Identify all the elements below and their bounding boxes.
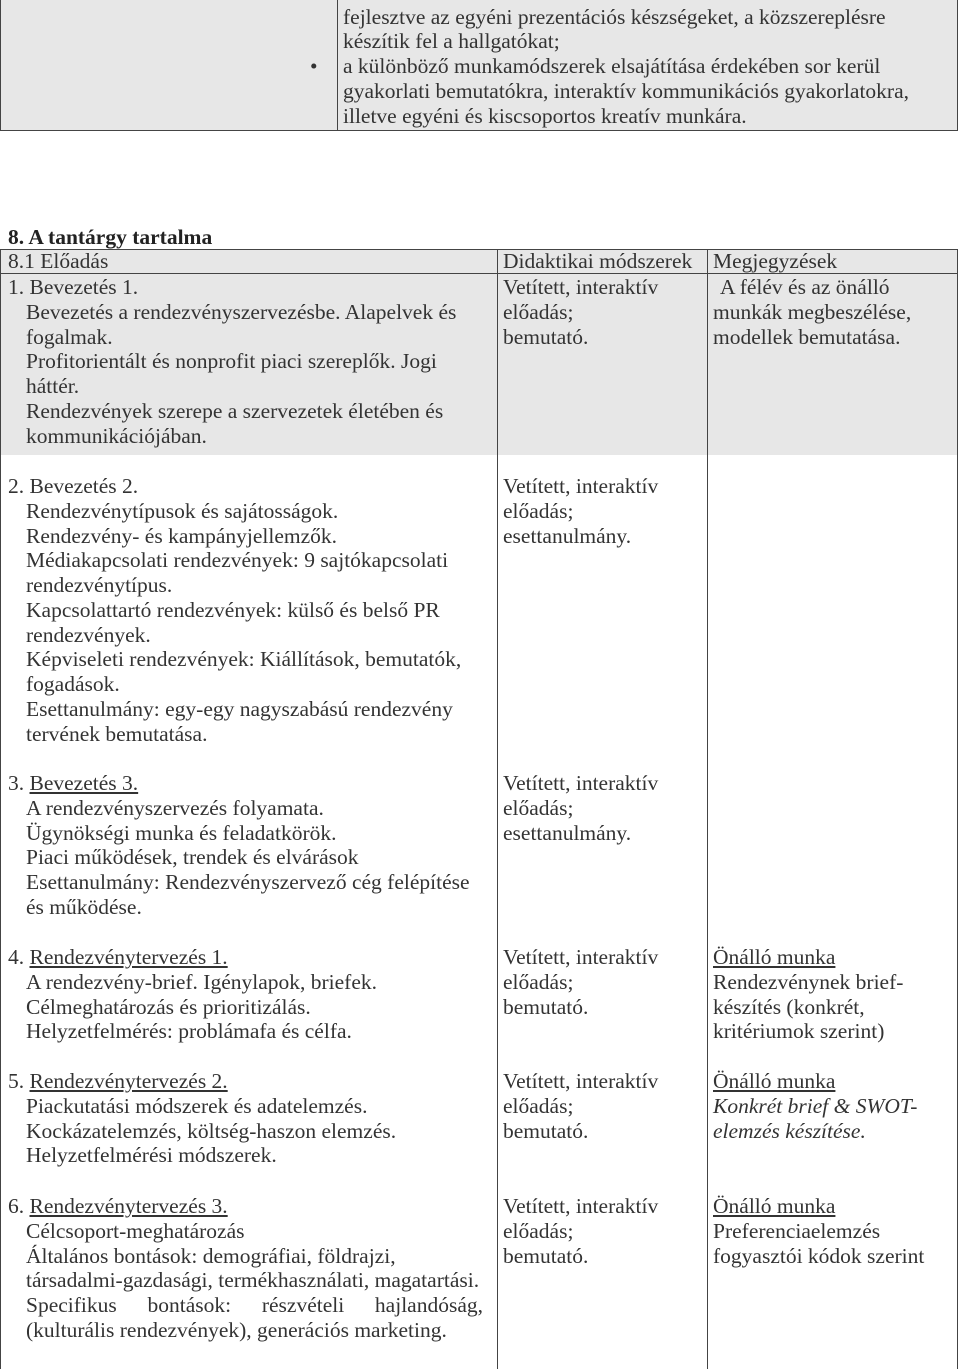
topic-line: Profitorientált és nonprofit piaci szereplők. Jogi	[26, 349, 437, 374]
topic-line: Ügynökségi munka és feladatkörök.	[26, 820, 337, 845]
topic-line: Bevezetés a rendezvényszervezésbe. Alapelvek és	[26, 299, 457, 324]
topic-cell	[8, 1194, 483, 1343]
lecture-table	[0, 249, 958, 1369]
topic-line: Képviseleti rendezvények: Kiállítások, bemutatók,	[26, 647, 462, 672]
note-line: készítés (konkrét,	[713, 994, 865, 1019]
topic-line: Médiakapcsolati rendezvények: 9 sajtókapcsolati	[26, 548, 449, 573]
topic-line: Kockázatelemzés, költség-haszon elemzés.	[26, 1118, 397, 1143]
lecture-title	[8, 771, 470, 796]
method-line: előadás;	[503, 1218, 574, 1243]
topic-line: Piaci működések, trendek és elvárások	[26, 845, 359, 870]
method-line: előadás;	[503, 1093, 574, 1118]
topic-line: (kulturális rendezvények), generációs marketing.	[26, 1317, 447, 1342]
lecture-number: 1.	[8, 275, 25, 299]
lecture-number: 6.	[8, 1194, 25, 1218]
topic-cell	[8, 474, 461, 746]
method-line: előadás;	[503, 299, 574, 324]
notes-cell	[713, 1069, 917, 1143]
objectives-line: fejlesztve az egyéni prezentációs készségeket, a közszereplésre	[343, 4, 886, 29]
topic-line: kommunikációjában.	[26, 423, 207, 448]
lecture-title	[8, 275, 456, 300]
lecture-title-text: Rendezvénytervezés 3.	[29, 1194, 228, 1218]
topic-cell	[8, 1069, 396, 1168]
note-line: modellek bemutatása.	[713, 324, 901, 349]
topic-line: Esettanulmány: Rendezvényszervező cég felépítése	[26, 870, 470, 894]
notes-cell	[713, 945, 903, 1044]
header-methods: Didaktikai módszerek	[503, 249, 693, 273]
notes-cell	[713, 1194, 924, 1268]
topic-line: rendezvénytípus.	[26, 573, 173, 597]
topic-line: Rendezvény- és kampányjellemzők.	[26, 523, 338, 548]
lecture-number: 2.	[8, 474, 25, 498]
note-line: Preferenciaelemzés	[713, 1218, 881, 1243]
independent-work-label: Önálló munka	[713, 945, 836, 969]
topic-line: Helyzetfelmérés: problámafa és célfa.	[26, 1019, 352, 1044]
topic-line: fogadások.	[26, 672, 120, 696]
method-line: bemutató.	[503, 1243, 589, 1268]
methods-cell	[503, 1069, 658, 1143]
topic-line: Piackutatási módszerek és adatelemzés.	[26, 1093, 368, 1118]
topic-line: és működése.	[26, 894, 142, 919]
lecture-title-text: Rendezvénytervezés 2.	[29, 1069, 228, 1093]
independent-work-label: Önálló munka	[713, 1069, 836, 1093]
note-line	[713, 1069, 917, 1094]
notes-cell	[713, 275, 911, 349]
method-line: bemutató.	[503, 324, 589, 349]
header-divider	[1, 273, 957, 274]
header-topic: 8.1 Előadás	[8, 249, 109, 273]
header-notes: Megjegyzések	[713, 249, 838, 273]
topic-line: tervének bemutatása.	[26, 721, 208, 746]
method-line: előadás;	[503, 498, 574, 523]
topic-line: Rendezvénytípusok és sajátosságok.	[26, 498, 339, 523]
topic-line: Specifikus bontások: részvételi hajlandóság,	[26, 1293, 483, 1317]
objectives-text-cell	[343, 5, 909, 129]
topic-line: Kapcsolattartó rendezvények: külső és belső PR	[26, 597, 440, 622]
topic-line: háttér.	[26, 374, 80, 398]
lecture-title	[8, 945, 377, 970]
objectives-label-cell	[1, 0, 338, 130]
note-line: fogyasztói kódok szerint	[713, 1243, 925, 1268]
note-line: elemzés készítése.	[713, 1118, 866, 1143]
lecture-title-text: Bevezetés 1.	[29, 275, 139, 299]
column-divider	[707, 250, 708, 1369]
objectives-line: gyakorlati bemutatókra, interaktív kommunikációs gyakorlatokra,	[343, 78, 910, 103]
lecture-number: 4.	[8, 945, 25, 969]
topic-line: rendezvények.	[26, 622, 151, 647]
topic-line: Célmeghatározás és prioritizálás.	[26, 994, 311, 1019]
topic-cell	[8, 945, 377, 1044]
objectives-line: készítik fel a hallgatókat;	[343, 29, 560, 54]
method-line: bemutató.	[503, 994, 589, 1019]
topic-line: társadalmi-gazdasági, termékhasználati, magatartási.	[26, 1268, 480, 1293]
method-line: Vetített, interaktív	[503, 1069, 659, 1093]
table-header-row	[1, 250, 957, 273]
method-line: Vetített, interaktív	[503, 771, 659, 795]
section-heading: 8. A tantárgy tartalma	[8, 224, 213, 249]
note-line: munkák megbeszélése,	[713, 299, 912, 324]
note-line: A félév és az önálló	[720, 275, 890, 299]
topic-line: fogalmak.	[26, 324, 113, 349]
bullet-icon: •	[310, 54, 318, 79]
independent-work-label: Önálló munka	[713, 1194, 836, 1218]
topic-line: Célcsoport-meghatározás	[26, 1218, 245, 1243]
note-line: kritériumok szerint)	[713, 1019, 885, 1044]
topic-line: Általános bontások: demográfiai, földrajzi,	[26, 1243, 396, 1268]
topic-cell	[8, 275, 456, 448]
methods-cell	[503, 1194, 658, 1268]
lecture-number: 3.	[8, 771, 25, 795]
method-line: esettanulmány.	[503, 523, 632, 548]
method-line: bemutató.	[503, 1118, 589, 1143]
topic-cell	[8, 771, 470, 920]
method-line: Vetített, interaktív	[503, 275, 659, 299]
methods-cell	[503, 474, 658, 548]
note-line	[713, 945, 903, 970]
column-divider	[497, 250, 498, 1369]
methods-cell	[503, 945, 658, 1019]
methods-cell	[503, 771, 658, 845]
topic-line: Esettanulmány: egy-egy nagyszabású rendezvény	[26, 696, 453, 721]
lecture-title-text: Bevezetés 2.	[29, 474, 139, 498]
note-line: Konkrét brief & SWOT-	[713, 1093, 918, 1118]
topic-line: Rendezvények szerepe a szervezetek életében és	[26, 398, 444, 423]
objectives-box	[0, 0, 958, 131]
method-line: Vetített, interaktív	[503, 945, 659, 969]
topic-line: A rendezvény-brief. Igénylapok, briefek.	[26, 969, 378, 994]
method-line: Vetített, interaktív	[503, 1194, 659, 1218]
lecture-title-text: Bevezetés 3.	[29, 771, 139, 795]
objectives-line: illetve egyéni és kiscsoportos kreatív munkára.	[343, 103, 747, 128]
lecture-number: 5.	[8, 1069, 25, 1093]
lecture-title-text: Rendezvénytervezés 1.	[29, 945, 228, 969]
method-line: Vetített, interaktív	[503, 474, 659, 498]
method-line: előadás;	[503, 795, 574, 820]
lecture-title	[8, 474, 461, 499]
method-line: előadás;	[503, 969, 574, 994]
objectives-bullet-item: a különböző munkamódszerek elsajátítása érdekében sor kerül	[343, 54, 881, 79]
methods-cell	[503, 275, 658, 349]
method-line: esettanulmány.	[503, 820, 632, 845]
note-line	[713, 1194, 924, 1219]
topic-line: A rendezvényszervezés folyamata.	[26, 795, 324, 820]
lecture-title	[8, 1069, 396, 1094]
note-line: Rendezvénynek brief-	[713, 969, 904, 994]
lecture-title	[8, 1194, 483, 1219]
topic-line: Helyzetfelmérési módszerek.	[26, 1143, 277, 1168]
